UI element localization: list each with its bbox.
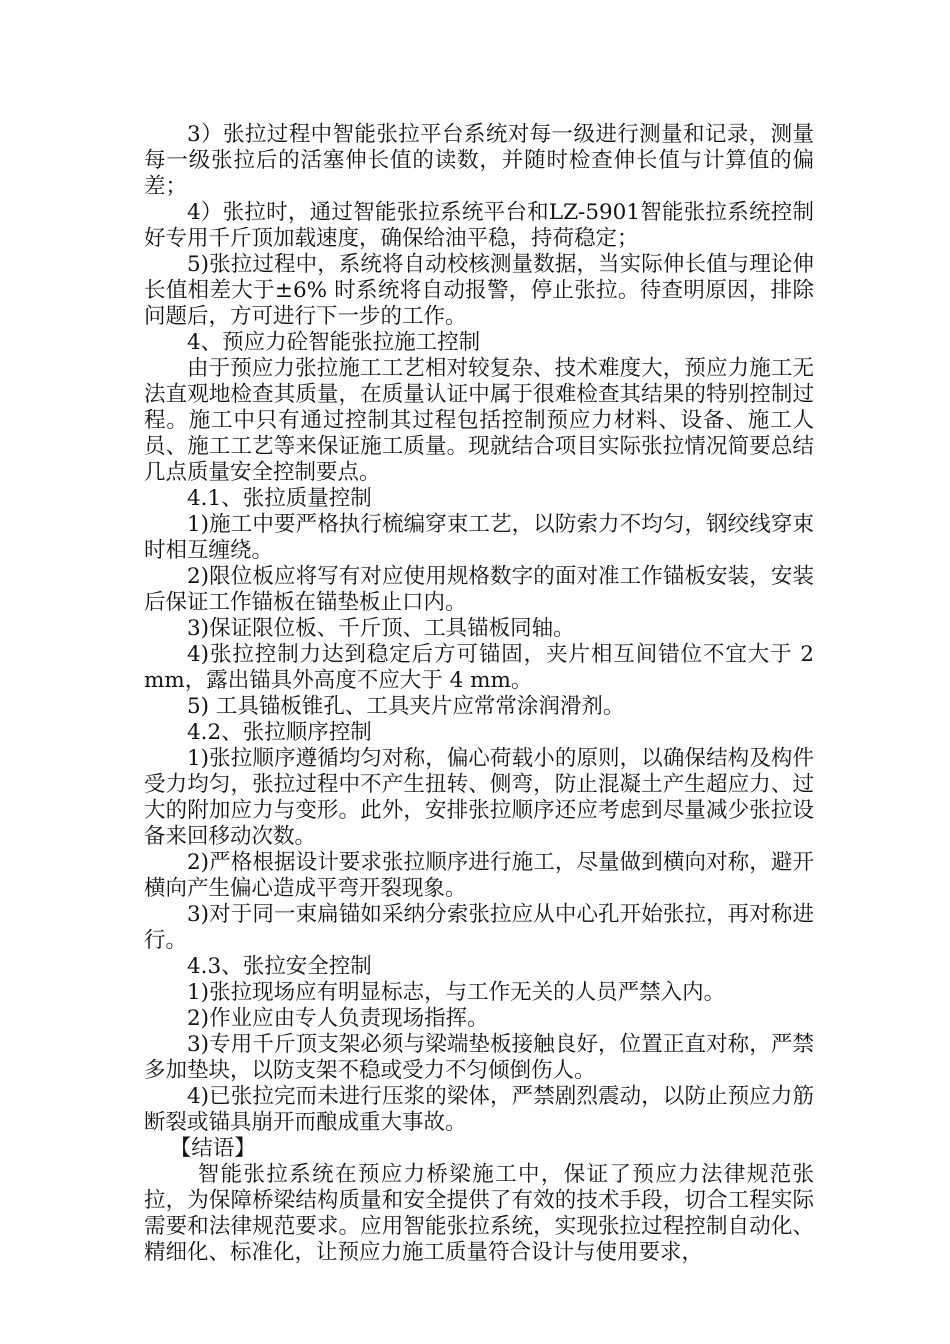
- paragraph-quality-3: 3)保证限位板、千斤顶、工具锚板同轴。: [187, 616, 575, 641]
- paragraph-order-1: 1)张拉顺序遵循均匀对称，偏心荷载小的原则，以确保结构及构件受力均匀，张拉过程中不产生扭转、侧弯，防止混凝土产生超应力、过大的附加应力与变形。此外，安排张拉顺序还应考虑到尽量减少张拉设备来回移动次数。: [144, 746, 814, 849]
- document-body: [144, 122, 814, 1266]
- paragraph-step-3: 3）张拉过程中智能张拉平台系统对每一级进行测量和记录，测量每一级张拉后的活塞伸长值的读数，并随时检查伸长值与计算值的偏差；: [144, 122, 814, 199]
- paragraph-safety-3: 3)专用千斤顶支架必须与梁端垫板接触良好，位置正直对称，严禁多加垫块，以防支架不稳或受力不匀倾倒伤人。: [144, 1032, 814, 1083]
- paragraph-quality-2: 2)限位板应将写有对应使用规格数字的面对准工作锚板安装，安装后保证工作锚板在锚垫板止口内。: [144, 564, 814, 615]
- paragraph-safety-2: 2)作业应由专人负责现场指挥。: [187, 1006, 489, 1031]
- section-heading-4-3: 4.3、张拉安全控制: [187, 954, 372, 979]
- paragraph-quality-4: 4)张拉控制力达到稳定后方可锚固，夹片相互间错位不宜大于 2 mm，露出锚具外高度不应大于 4 mm。: [144, 642, 814, 693]
- paragraph-order-2: 2)严格根据设计要求张拉顺序进行施工，尽量做到横向对称，避开横向产生偏心造成平弯开裂现象。: [144, 850, 814, 901]
- section-heading-4-1: 4.1、张拉质量控制: [187, 486, 372, 511]
- conclusion-heading: 【结语】: [169, 1136, 256, 1161]
- paragraph-safety-1: 1)张拉现场应有明显标志，与工作无关的人员严禁入内。: [187, 980, 726, 1005]
- paragraph-quality-5: 5) 工具锚板锥孔、工具夹片应常常涂润滑剂。: [187, 694, 625, 719]
- section-heading-4: 4、预应力砼智能张拉施工控制: [187, 330, 481, 355]
- paragraph-conclusion: 智能张拉系统在预应力桥梁施工中，保证了预应力法律规范张拉，为保障桥梁结构质量和安全提供了有效的技术手段，切合工程实际需要和法律规范要求。应用智能张拉系统，实现张拉过程控制自动化、精细化、标准化，让预应力施工质量符合设计与使用要求，: [144, 1162, 814, 1265]
- paragraph-step-4: 4）张拉时，通过智能张拉系统平台和LZ-5901智能张拉系统控制好专用千斤顶加载速度，确保给油平稳，持荷稳定；: [144, 200, 814, 251]
- section-heading-4-2: 4.2、张拉顺序控制: [187, 720, 372, 745]
- paragraph-intro: 由于预应力张拉施工工艺相对较复杂、技术难度大，预应力施工无法直观地检查其质量，在质量认证中属于很难检查其结果的特别控制过程。施工中只有通过控制其过程包括控制预应力材料、设备、施工人员、施工工艺等来保证施工质量。现就结合项目实际张拉情况简要总结几点质量安全控制要点。: [144, 356, 814, 485]
- paragraph-quality-1: 1)施工中要严格执行梳编穿束工艺，以防索力不均匀，钢绞线穿束时相互缠绕。: [144, 512, 814, 563]
- paragraph-order-3: 3)对于同一束扁锚如采纳分索张拉应从中心孔开始张拉，再对称进行。: [144, 902, 814, 953]
- paragraph-safety-4: 4)已张拉完而未进行压浆的梁体，严禁剧烈震动，以防止预应力筋断裂或锚具崩开而酿成重大事故。: [144, 1084, 814, 1135]
- paragraph-step-5: 5)张拉过程中，系统将自动校核测量数据，当实际伸长值与理论伸长值相差大于±6% 时系统将自动报警，停止张拉。待查明原因，排除问题后，方可进行下一步的工作。: [144, 252, 814, 329]
